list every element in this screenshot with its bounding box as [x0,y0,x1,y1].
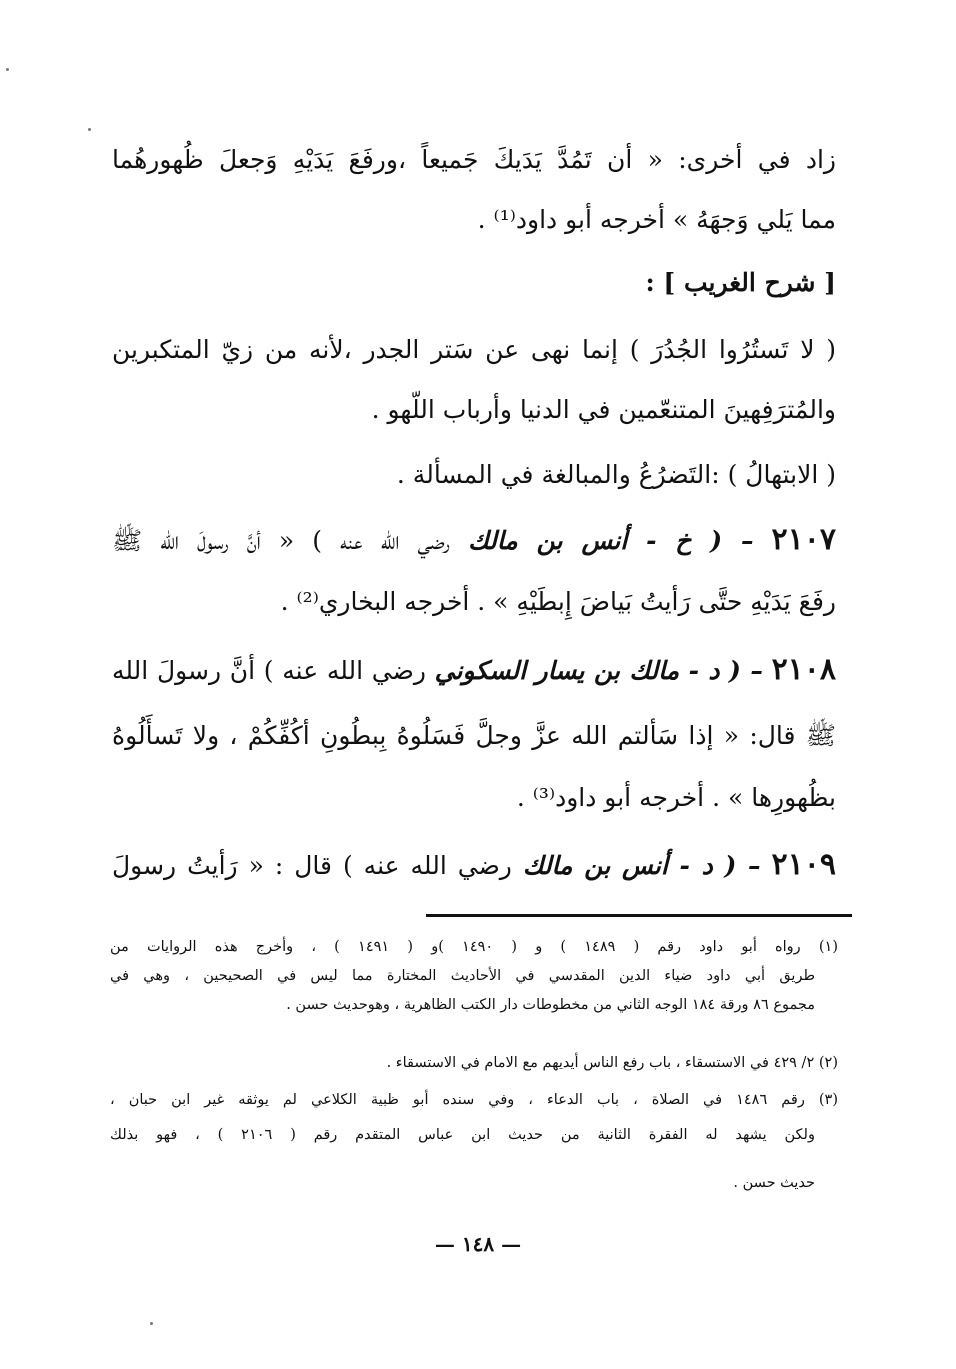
footnote-separator [426,914,852,917]
footnote-line: مجموع ٨٦ ورقة ١٨٤ الوجه الثاني من مخطوطات دار الكتب الظاهرية ، وهوحديث حسن . [286,997,815,1013]
hadith-source: – ( د - مالك بن يسار السكوني [434,656,763,685]
hadith-heading [112,650,836,692]
hadith-number: ٢١٠٩ [771,847,836,882]
hadith-heading [112,520,836,562]
footnote-line: (٢) ٢/ ٤٢٩ في الاستسقاء ، باب رفع الناس أيديهم مع الامام في الاستسقاء . [386,1055,838,1071]
section-heading: [ شرح الغريب ] : [645,268,836,297]
footnote-line [110,1023,815,1047]
hadith-text: رضي الله عنه ) « أنَّ رسولَ الله ﷺ [112,526,450,555]
hadith-number: ٢١٠٨ [771,652,837,687]
hadith-heading [112,845,836,887]
body-line: رفَعَ يَدَيْهِ حتَّى رَأيتُ بَياضَ إِبطَيْهِ » . أخرجه البخاري⁽²⁾ . [280,587,836,616]
body-line: زاد في أخرى: « أن تَمُدَّ يَدَيكَ جَميعاً ،ورفَعَ يَدَيْهِ وَجعلَ ظُهورهُما [112,145,836,174]
footnote-line: ولكن يشهد له الفقرة الثانية من حديث ابن عباس المتقدم رقم ( ٢١٠٦ ) ، فهو بذلك [110,1127,815,1143]
hadith-text: رضي الله عنه ) أنَّ رسولَ الله [112,656,426,685]
body-line: والمُترَفِهينَ المتنعّمين في الدنيا وأرباب اللّهو . [371,395,836,424]
body-line: بظُهورِها » . أخرجه أبو داود⁽³⁾ . [516,783,836,812]
body-line: ( الابتهالُ ) :التَضرُعُ والمبالغة في المسألة . [396,460,836,489]
footnote-line: (٣) رقم ١٤٨٦ في الصلاة ، باب الدعاء ، وفي سنده أبو ظبية الكلاعي لم يوثقه غير ابن حبان ، [110,1092,838,1108]
page-number: — ١٤٨ — [434,1232,522,1256]
hadith-source: – ( د - أنس بن مالك [522,851,761,880]
body-line: ( لا تَستُرُوا الجُدُرَ ) إنما نهى عن سَتر الجدر ،لأنه من زيّ المتكبرين [112,335,836,364]
hadith-source: – ( خ - أنس بن مالك [468,526,754,555]
hadith-text: رضي الله عنه ) قال : « رَأيتُ رسولَ [112,851,512,880]
footnote-line: (١) رواه أبو داود رقم ( ١٤٨٩ ) و ( ١٤٩٠ )و ( ١٤٩١ ) ، وأخرج هذه الروايات من [110,939,838,955]
scan-speck [6,68,9,71]
scan-speck [88,128,91,131]
hadith-number: ٢١٠٧ [771,522,836,557]
scan-speck [150,1322,153,1325]
body-line: ﷺ قال: « إذا سَألتم الله عزَّ وجلَّ فَسَلُوهُ بِبطُونِ أكُفِّكُمْ ، ولا تَسأَلُوهُ [112,721,836,750]
footnote-line: طريق أبي داود ضياء الدين المقدسي في الأحاديث المختارة مما ليس في الصحيحين ، وهي في [110,968,815,984]
footnote-line: حديث حسن . [733,1175,815,1191]
body-line: مما يَلي وَجهَهُ » أخرجه أبو داود⁽¹⁾ . [477,205,836,234]
